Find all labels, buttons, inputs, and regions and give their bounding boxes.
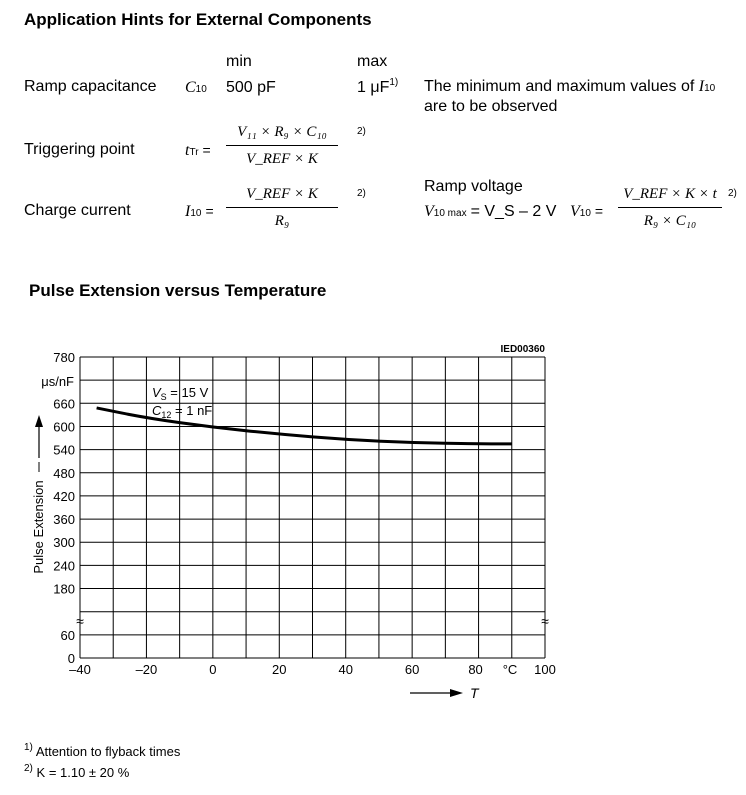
charge-current-note: 2) <box>357 188 366 199</box>
y-axis-unit: μs/nF <box>41 374 74 389</box>
x-tick-label: 60 <box>404 662 420 677</box>
formula-numerator: V₁₁ × R₉ × C₁₀ <box>237 124 327 140</box>
charge-current-label: Charge current <box>24 202 131 219</box>
formula-denominator: V_REF × K <box>246 151 318 167</box>
column-header-max: max <box>357 53 388 70</box>
y-tick-label: 660 <box>53 396 75 412</box>
y-tick-label: 780 <box>53 350 75 365</box>
y-tick-label: 240 <box>53 558 75 574</box>
ramp-capacitance-max: 1 $\mu F^{1)}$ <box>357 77 399 96</box>
formula-numerator: V_REF × K × t <box>623 186 717 202</box>
ramp-capacitance-label: Ramp capacitance <box>24 78 157 95</box>
ramp-voltage-label: Ramp voltage <box>424 178 523 195</box>
y-tick-label: 360 <box>53 512 75 528</box>
ramp-voltage-max-expression: V10 max = V_S – 2 V <box>424 203 557 220</box>
x-axis-arrow-head <box>450 689 463 697</box>
x-axis-unit: °C <box>502 662 518 677</box>
y-tick-label: 540 <box>53 442 75 458</box>
ramp-voltage-symbol: V10 = <box>570 203 604 220</box>
chart-id-label: IED00360 <box>500 344 545 355</box>
ramp-voltage-note: 2) <box>728 188 737 199</box>
y-tick-label: 60 <box>60 627 75 643</box>
triggering-point-symbol: tTr = <box>185 142 211 159</box>
y-tick-label: 0 <box>67 651 75 666</box>
triggering-point-note: 2) <box>357 126 366 137</box>
x-tick-label: –40 <box>69 662 91 677</box>
x-tick-label: 80 <box>468 662 483 677</box>
y-tick-label: 180 <box>53 581 75 597</box>
annotation-vs: $V_S = 15$ V <box>152 385 209 402</box>
x-tick-labels <box>69 662 556 677</box>
ramp-capacitance-note-line2: are to be observed <box>424 98 558 115</box>
formula-numerator: V_REF × K <box>246 186 318 202</box>
y-axis-arrow-head <box>35 415 43 427</box>
ramp-capacitance-note-line1: The minimum and maximum values of I10 <box>424 78 716 95</box>
charge-current-formula <box>226 186 338 230</box>
footnote-2: $^{2)}$ K = 1.10 ± 20 % <box>24 763 130 780</box>
y-break-left: ≈ <box>76 613 84 629</box>
x-tick-label: 20 <box>272 662 287 677</box>
x-tick-label: 0 <box>209 662 217 677</box>
chart-grid <box>80 357 545 658</box>
pulse-extension-chart <box>0 330 746 710</box>
ramp-capacitance-symbol: C10 <box>185 79 207 96</box>
charge-current-symbol: I10 = <box>185 203 214 220</box>
x-tick-label: 40 <box>338 662 353 677</box>
y-tick-label: 600 <box>53 419 75 435</box>
triggering-point-formula <box>226 124 338 168</box>
x-axis-label: T <box>470 685 479 701</box>
formula-denominator: R₉ <box>274 213 290 229</box>
x-tick-label: –20 <box>135 662 158 677</box>
section-title-pulse-extension: Pulse Extension versus Temperature <box>29 281 327 300</box>
ramp-voltage-formula <box>618 186 722 230</box>
triggering-point-label: Triggering point <box>24 141 135 158</box>
annotation-c12: $C_{12} = 1$ nF <box>152 403 213 420</box>
y-tick-label: 420 <box>53 488 75 504</box>
y-tick-label: 300 <box>53 535 75 551</box>
x-tick-label: 100 <box>534 662 556 677</box>
y-axis-label: Pulse Extension <box>31 480 46 574</box>
formula-denominator: R₉ × C₁₀ <box>643 213 697 229</box>
column-header-min: min <box>226 53 252 70</box>
footnote-1: $^{1)}$ Attention to flyback times <box>24 742 181 759</box>
y-tick-labels <box>53 350 75 666</box>
y-tick-label: 480 <box>53 465 75 481</box>
ramp-capacitance-min: 500 pF <box>226 79 276 96</box>
y-break-right: ≈ <box>541 613 549 629</box>
section-title-application-hints: Application Hints for External Components <box>24 10 372 29</box>
